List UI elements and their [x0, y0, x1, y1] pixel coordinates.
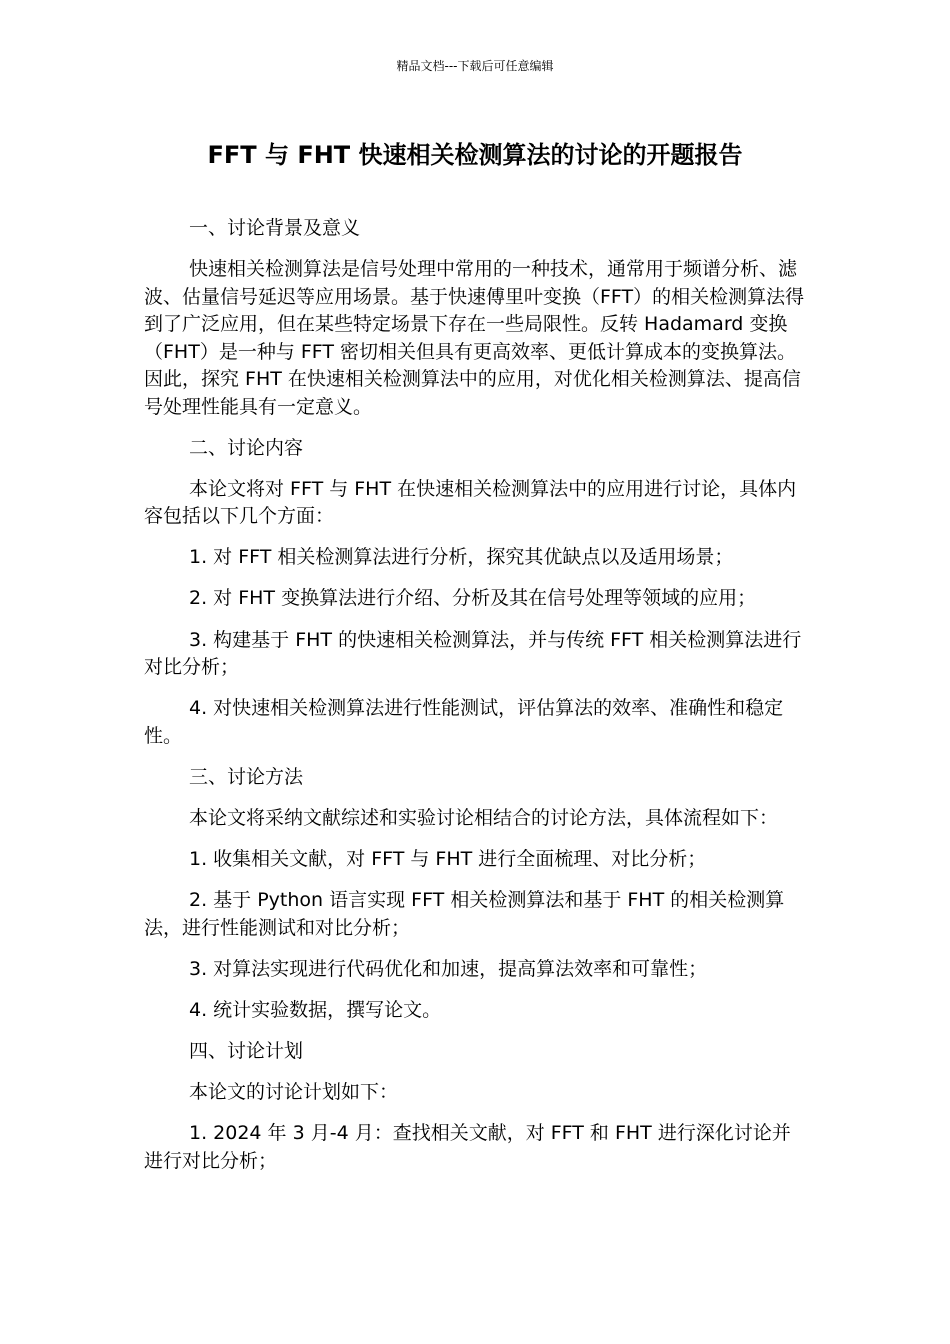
list-item-method-4: 4. 统计实验数据，撰写论文。 — [189, 998, 442, 1021]
list-item-method-2: 2. 基于 Python 语言实现 FFT 相关检测算法和基于 FHT 的相关检测算法，进行性能测试和对比分析； — [144, 889, 785, 939]
list-item-content-4: 4. 对快速相关检测算法进行性能测试，评估算法的效率、准确性和稳定性。 — [144, 697, 784, 747]
paragraph-method-intro: 本论文将采纳文献综述和实验讨论相结合的讨论方法，具体流程如下： — [189, 806, 779, 829]
page-header: 精品文档---下载后可任意编辑 — [396, 59, 554, 73]
section-heading-method: 三、讨论方法 — [189, 765, 304, 788]
paragraph-content-intro: 本论文将对 FFT 与 FHT 在快速相关检测算法中的应用进行讨论，具体内容包括以下几个方面： — [144, 477, 797, 528]
paragraph-plan-intro: 本论文的讨论计划如下： — [189, 1080, 399, 1103]
list-item-plan-1: 1. 2024 年 3 月-4 月：查找相关文献，对 FFT 和 FHT 进行深化讨论并进行对比分析； — [144, 1122, 791, 1172]
document-body — [144, 215, 806, 1189]
list-item-method-1: 1. 收集相关文献，对 FFT 与 FHT 进行全面梳理、对比分析； — [189, 847, 707, 870]
document-title: FFT 与 FHT 快速相关检测算法的讨论的开题报告 — [207, 141, 743, 169]
paragraph-background: 快速相关检测算法是信号处理中常用的一种技术，通常用于频谱分析、滤波、估量信号延迟等应用场景。基于快速傅里叶变换（FFT）的相关检测算法得到了广泛应用，但在某些特定场景下存在一些局限性。反转 Hadamard 变换（FHT）是一种与 FFT 密切相关但具有更高效率、更低计算成本的变换算法。因此，探究 FHT 在快速相关检测算法中的应用，对优化相关检测算法、提高信号处理性能具有一定意义。 — [144, 258, 805, 418]
list-item-method-3: 3. 对算法实现进行代码优化和加速，提高算法效率和可靠性； — [189, 957, 708, 980]
list-item-content-2: 2. 对 FHT 变换算法进行介绍、分析及其在信号处理等领域的应用； — [189, 587, 757, 610]
list-item-content-1: 1. 对 FFT 相关检测算法进行分析，探究其优缺点以及适用场景； — [189, 546, 734, 569]
section-heading-background: 一、讨论背景及意义 — [189, 217, 361, 239]
list-item-content-3: 3. 构建基于 FHT 的快速相关检测算法，并与传统 FFT 相关检测算法进行对比分析； — [144, 628, 802, 679]
section-heading-plan: 四、讨论计划 — [189, 1039, 304, 1062]
section-heading-content: 二、讨论内容 — [189, 436, 304, 459]
